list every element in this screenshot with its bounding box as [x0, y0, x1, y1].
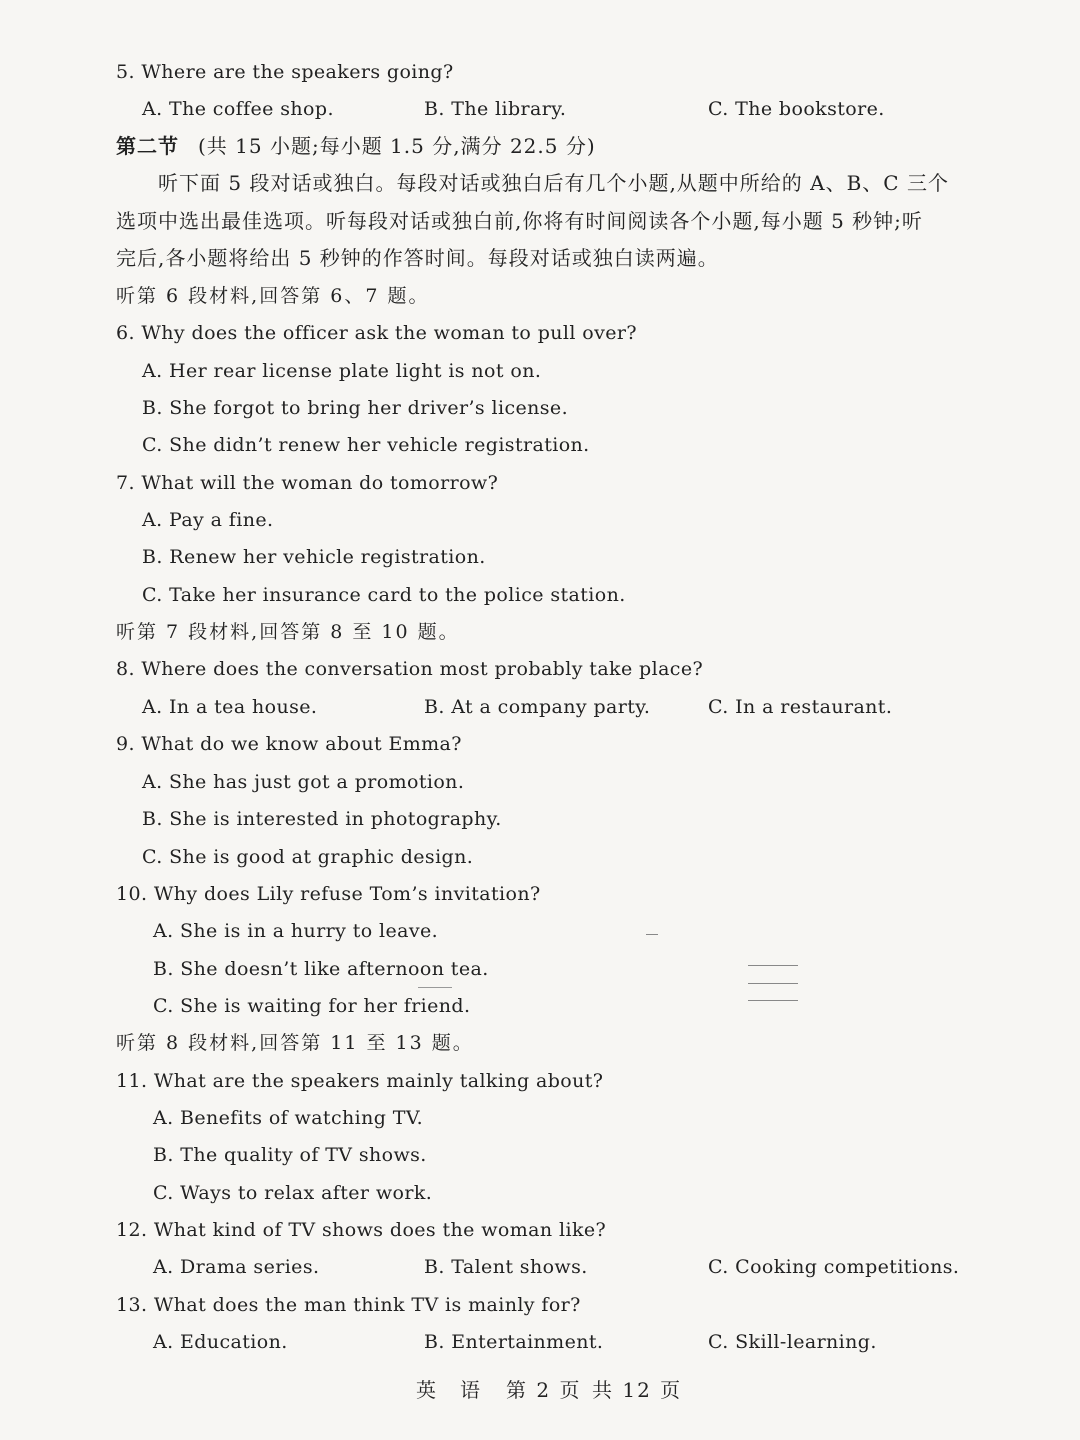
option-a: A. The coffee shop. [142, 98, 334, 120]
question-text: 5. Where are the speakers going? [116, 61, 454, 83]
option-b: B. Entertainment. [424, 1331, 604, 1353]
question-text: 8. Where does the conversation most probably take place? [116, 658, 704, 680]
section-title: 第二节 [116, 134, 179, 158]
option-c: C. The bookstore. [708, 98, 885, 120]
question-text: 11. What are the speakers mainly talking about? [116, 1070, 604, 1092]
footer-subject: 英 语 [416, 1378, 482, 1402]
option-a: A. In a tea house. [142, 696, 318, 718]
scan-mark [748, 965, 798, 966]
question-text: 13. What does the man think TV is mainly for? [116, 1294, 581, 1316]
question-text: 9. What do we know about Emma? [116, 733, 462, 755]
option-c: C. Skill-learning. [708, 1331, 877, 1353]
question-text: 6. Why does the officer ask the woman to pull over? [116, 322, 637, 344]
option-b: B. The library. [424, 98, 567, 120]
scan-mark [418, 987, 452, 988]
question-text: 12. What kind of TV shows does the woman like? [116, 1219, 607, 1241]
option-c: C. In a restaurant. [708, 696, 893, 718]
option-b: B. Talent shows. [424, 1256, 588, 1278]
scan-mark [748, 1000, 798, 1001]
section-points: (共 15 小题;每小题 1.5 分,满分 22.5 分) [198, 134, 596, 158]
footer-total-pages: 共 12 页 [592, 1378, 683, 1402]
scan-mark [646, 934, 658, 935]
option-a: A. Education. [153, 1331, 288, 1353]
footer-page-number: 第 2 页 [506, 1378, 582, 1402]
exam-page: 5. Where are the speakers going? A. The coffee shop. B. The library. C. The bookstore. 第二节 (共 15 小题;每小题 1.5 分,满分 22.5 分) 听下面 5 段对话或独白。每段对话或独白后有几个小题,从题中所给的 A、B、C 三个 选项中选出最佳选项。听每段对话或独白前,你将有时间阅读各个小题,每小题 5 秒钟;听 完后,各小题将给出 5 秒钟的作答时间。每段对话或独白读两遍。 听第 6 段材料,回答第 6、7 题。 6. Why does the officer ask the woman to pull over? A. Her rear license plate light is not on. B. She forgot to bring her driver’s license. C. She didn’t renew her vehicle registration. 7. What will the woman do tomorrow? A. Pay a fine. B. Renew her vehicle registration. C. Take her insurance card to the police station. 听第 7 段材料,回答第 8 至 10 题。 8. Where does the conversation most probably take place? A. In a tea house. B. At a company party. C. In a restaurant. 9. What do we know about Emma? A. She has just got a promotion. B. She is interested in photography. C. She is good at graphic design. 10. Why does Lily refuse Tom’s invitation? A. She is in a hurry to leave. B. She doesn’t like afternoon tea. C. She is waiting for her friend. 听第 8 段材料,回答第 11 至 13 题。 11. What are the speakers mainly talking about? A. Benefits of watching TV. B. The quality of TV shows. C. Ways to relax after work. 12. What kind of TV shows does the woman like? A. Drama series. B. Talent shows. C. Cooking competitions. 13. What does the man think TV is mainly for? A. Education. B. Entertainment. C. Skill-learning. 英 语 第 2 页 共 12 页 [116, 61, 960, 1402]
question-text: 10. Why does Lily refuse Tom’s invitation? [116, 883, 541, 905]
option-b: B. At a company party. [424, 696, 651, 718]
option-c: C. Cooking competitions. [708, 1256, 960, 1278]
option-a: A. Drama series. [153, 1256, 320, 1278]
scan-mark [748, 983, 798, 984]
question-text: 7. What will the woman do tomorrow? [116, 472, 499, 494]
